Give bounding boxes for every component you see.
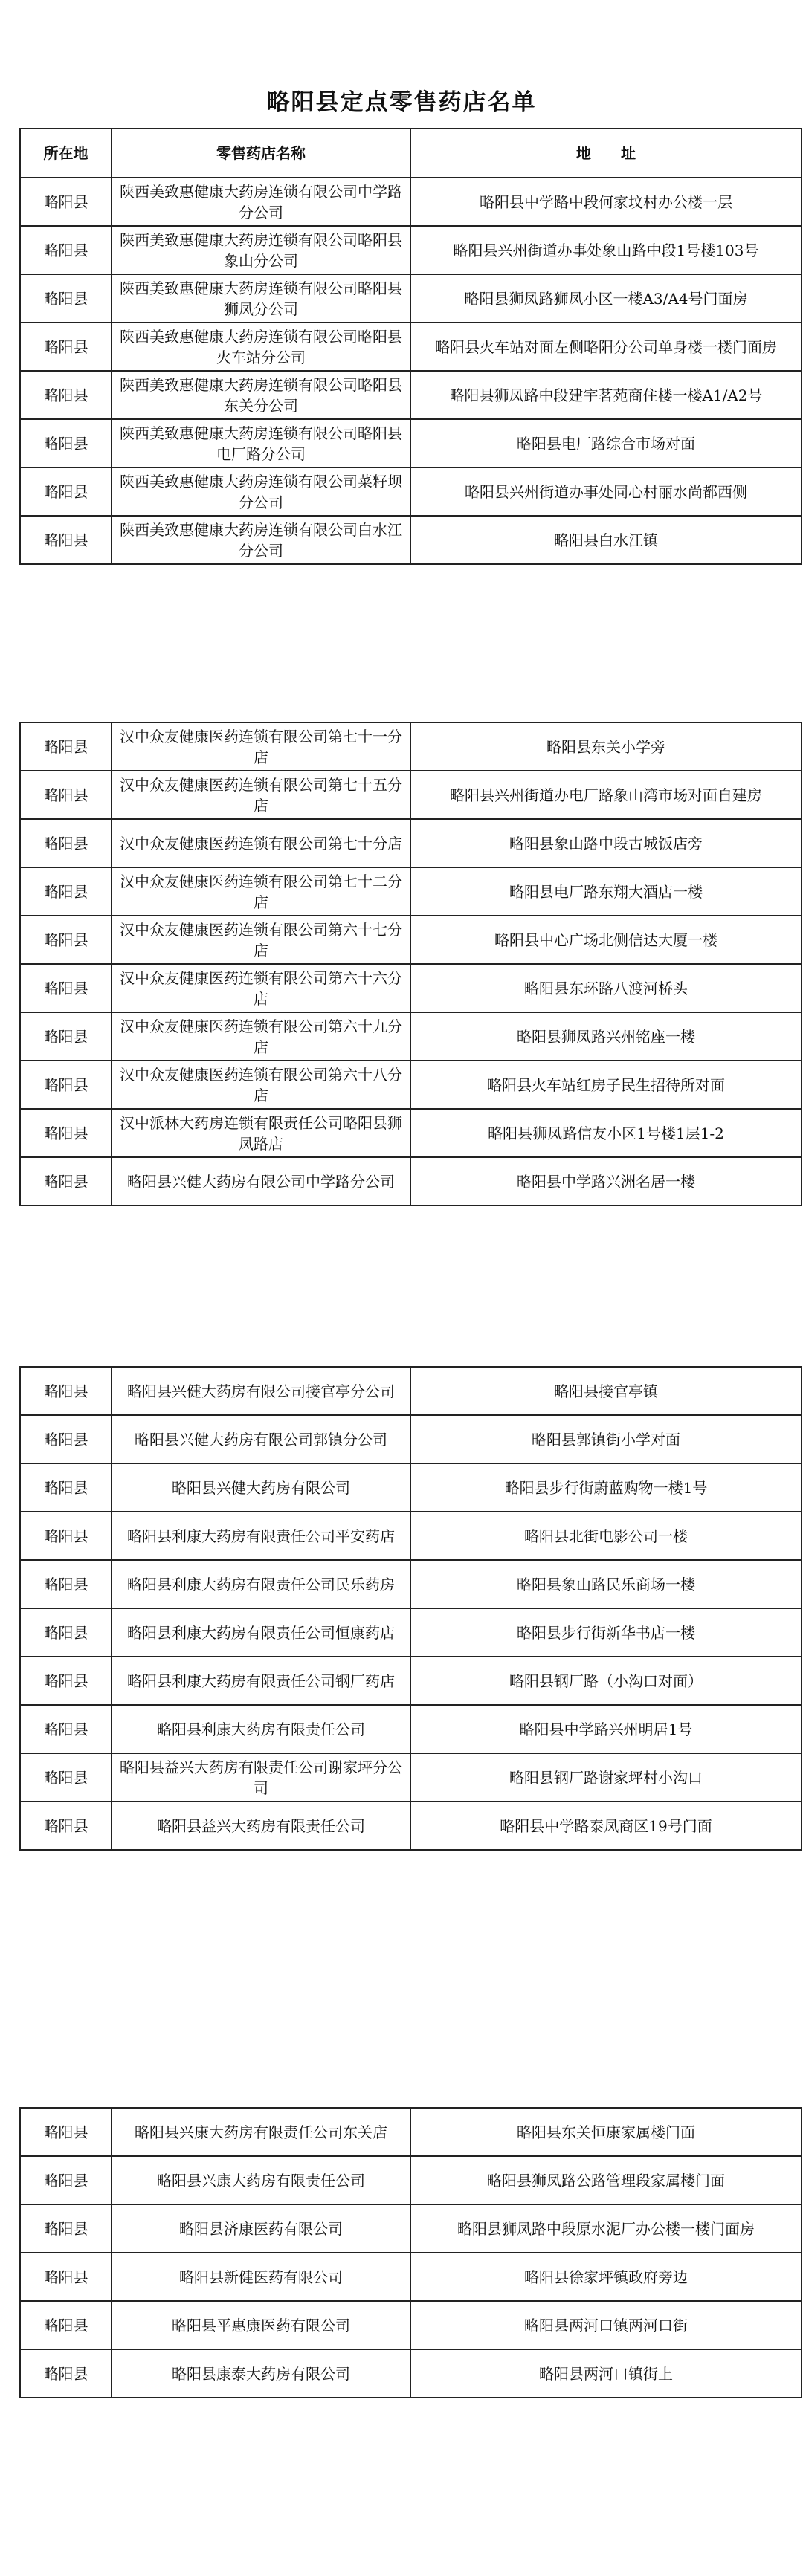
page-title: 略阳县定点零售药店名单 <box>266 89 537 116</box>
location-cell: 略阳县 <box>20 771 112 819</box>
table-row <box>20 2108 802 2156</box>
location-cell: 略阳县 <box>20 1657 112 1705</box>
pharmacy-name-cell: 略阳县利康大药房有限责任公司钢厂药店 <box>112 1657 410 1705</box>
pharmacy-name-cell: 略阳县兴康大药房有限责任公司东关店 <box>112 2108 410 2156</box>
location-cell: 略阳县 <box>20 1753 112 1802</box>
address-cell: 略阳县徐家坪镇政府旁边 <box>410 2253 802 2301</box>
location-cell: 略阳县 <box>20 2253 112 2301</box>
table-row <box>20 2156 802 2204</box>
address-cell: 略阳县两河口镇街上 <box>410 2349 802 2398</box>
pharmacy-name-cell: 汉中众友健康医药连锁有限公司第六十七分店 <box>112 916 410 964</box>
table-row <box>20 516 802 564</box>
table-row <box>20 867 802 916</box>
location-cell: 略阳县 <box>20 2156 112 2204</box>
pharmacy-table-4 <box>19 2107 802 2398</box>
address-cell: 略阳县钢厂路（小沟口对面） <box>410 1657 802 1705</box>
address-cell: 略阳县火车站红房子民生招待所对面 <box>410 1061 802 1109</box>
location-cell: 略阳县 <box>20 516 112 564</box>
table-row <box>20 2301 802 2349</box>
location-cell: 略阳县 <box>20 2204 112 2253</box>
pharmacy-name-cell: 汉中众友健康医药连锁有限公司第六十九分店 <box>112 1012 410 1061</box>
location-cell: 略阳县 <box>20 371 112 419</box>
pharmacy-name-cell: 陕西美致惠健康大药房连锁有限公司略阳县狮凤分公司 <box>112 274 410 323</box>
address-cell: 略阳县狮凤路中段原水泥厂办公楼一楼门面房 <box>410 2204 802 2253</box>
location-cell: 略阳县 <box>20 2108 112 2156</box>
address-cell: 略阳县兴州街道办电厂路象山湾市场对面自建房 <box>410 771 802 819</box>
table-row <box>20 2349 802 2398</box>
address-cell: 略阳县两河口镇两河口街 <box>410 2301 802 2349</box>
location-cell: 略阳县 <box>20 1415 112 1463</box>
pharmacy-name-cell: 略阳县兴健大药房有限公司郭镇分公司 <box>112 1415 410 1463</box>
pharmacy-name-cell: 汉中众友健康医药连锁有限公司第六十六分店 <box>112 964 410 1012</box>
pharmacy-name-cell: 略阳县兴健大药房有限公司接官亭分公司 <box>112 1367 410 1415</box>
pharmacy-name-cell: 陕西美致惠健康大药房连锁有限公司略阳县东关分公司 <box>112 371 410 419</box>
pharmacy-name-cell: 汉中众友健康医药连锁有限公司第七十一分店 <box>112 722 410 771</box>
location-cell: 略阳县 <box>20 1560 112 1608</box>
pharmacy-name-cell: 陕西美致惠健康大药房连锁有限公司菜籽坝分公司 <box>112 467 410 516</box>
pharmacy-table-3 <box>19 1366 802 1851</box>
table-row <box>20 467 802 516</box>
address-cell: 略阳县中学路泰凤商区19号门面 <box>410 1802 802 1850</box>
pharmacy-name-cell: 略阳县兴健大药房有限公司中学路分公司 <box>112 1157 410 1206</box>
pharmacy-table-1 <box>19 128 802 565</box>
location-cell: 略阳县 <box>20 1463 112 1512</box>
header-pharmacy-name: 零售药店名称 <box>112 129 410 178</box>
pharmacy-name-cell: 陕西美致惠健康大药房连锁有限公司略阳县火车站分公司 <box>112 323 410 371</box>
location-cell: 略阳县 <box>20 419 112 467</box>
pharmacy-name-cell: 略阳县兴健大药房有限公司 <box>112 1463 410 1512</box>
address-cell: 略阳县狮凤路公路管理段家属楼门面 <box>410 2156 802 2204</box>
table-row <box>20 1415 802 1463</box>
pharmacy-name-cell: 汉中众友健康医药连锁有限公司第七十二分店 <box>112 867 410 916</box>
address-cell: 略阳县东关小学旁 <box>410 722 802 771</box>
pharmacy-name-cell: 略阳县利康大药房有限责任公司平安药店 <box>112 1512 410 1560</box>
table-row <box>20 1061 802 1109</box>
address-cell: 略阳县兴州街道办事处同心村丽水尚都西侧 <box>410 467 802 516</box>
address-cell: 略阳县接官亭镇 <box>410 1367 802 1415</box>
address-cell: 略阳县钢厂路谢家坪村小沟口 <box>410 1753 802 1802</box>
table-row <box>20 274 802 323</box>
address-cell: 略阳县步行街新华书店一楼 <box>410 1608 802 1657</box>
pharmacy-name-cell: 陕西美致惠健康大药房连锁有限公司略阳县象山分公司 <box>112 226 410 274</box>
table-row <box>20 722 802 771</box>
address-cell: 略阳县电厂路综合市场对面 <box>410 419 802 467</box>
location-cell: 略阳县 <box>20 1109 112 1157</box>
address-cell: 略阳县象山路民乐商场一楼 <box>410 1560 802 1608</box>
location-cell: 略阳县 <box>20 1608 112 1657</box>
location-cell: 略阳县 <box>20 1012 112 1061</box>
address-cell: 略阳县郭镇街小学对面 <box>410 1415 802 1463</box>
location-cell: 略阳县 <box>20 1802 112 1850</box>
table-row <box>20 1512 802 1560</box>
location-cell: 略阳县 <box>20 178 112 226</box>
pharmacy-name-cell: 略阳县利康大药房有限责任公司 <box>112 1705 410 1753</box>
table-row <box>20 1608 802 1657</box>
address-cell: 略阳县中学路兴洲名居一楼 <box>410 1157 802 1206</box>
table-row <box>20 419 802 467</box>
location-cell: 略阳县 <box>20 722 112 771</box>
location-cell: 略阳县 <box>20 1705 112 1753</box>
address-cell: 略阳县狮凤路狮凤小区一楼A3/A4号门面房 <box>410 274 802 323</box>
pharmacy-name-cell: 汉中众友健康医药连锁有限公司第六十八分店 <box>112 1061 410 1109</box>
location-cell: 略阳县 <box>20 1157 112 1206</box>
table-row <box>20 1560 802 1608</box>
table-row <box>20 964 802 1012</box>
table-row <box>20 819 802 867</box>
table-row <box>20 371 802 419</box>
location-cell: 略阳县 <box>20 467 112 516</box>
table-row <box>20 226 802 274</box>
address-cell: 略阳县东环路八渡河桥头 <box>410 964 802 1012</box>
pharmacy-name-cell: 汉中众友健康医药连锁有限公司第七十五分店 <box>112 771 410 819</box>
table-row <box>20 1802 802 1850</box>
table-row <box>20 2253 802 2301</box>
table-row <box>20 1463 802 1512</box>
location-cell: 略阳县 <box>20 323 112 371</box>
pharmacy-name-cell: 陕西美致惠健康大药房连锁有限公司中学路分公司 <box>112 178 410 226</box>
pharmacy-name-cell: 略阳县利康大药房有限责任公司民乐药房 <box>112 1560 410 1608</box>
address-cell: 略阳县象山路中段古城饭店旁 <box>410 819 802 867</box>
address-cell: 略阳县北街电影公司一楼 <box>410 1512 802 1560</box>
table-row <box>20 178 802 226</box>
address-cell: 略阳县白水江镇 <box>410 516 802 564</box>
location-cell: 略阳县 <box>20 819 112 867</box>
location-cell: 略阳县 <box>20 1512 112 1560</box>
pharmacy-name-cell: 略阳县益兴大药房有限责任公司谢家坪分公司 <box>112 1753 410 1802</box>
address-cell: 略阳县电厂路东翔大酒店一楼 <box>410 867 802 916</box>
location-cell: 略阳县 <box>20 226 112 274</box>
header-address: 地 址 <box>410 129 802 178</box>
location-cell: 略阳县 <box>20 274 112 323</box>
pharmacy-table-2 <box>19 722 802 1206</box>
location-cell: 略阳县 <box>20 867 112 916</box>
pharmacy-name-cell: 陕西美致惠健康大药房连锁有限公司略阳县电厂路分公司 <box>112 419 410 467</box>
address-cell: 略阳县中心广场北侧信达大厦一楼 <box>410 916 802 964</box>
table-row <box>20 1705 802 1753</box>
location-cell: 略阳县 <box>20 2349 112 2398</box>
address-cell: 略阳县兴州街道办事处象山路中段1号楼103号 <box>410 226 802 274</box>
pharmacy-name-cell: 略阳县平惠康医药有限公司 <box>112 2301 410 2349</box>
location-cell: 略阳县 <box>20 964 112 1012</box>
table-row <box>20 1012 802 1061</box>
address-cell: 略阳县火车站对面左侧略阳分公司单身楼一楼门面房 <box>410 323 802 371</box>
table-row <box>20 1157 802 1206</box>
table-row <box>20 916 802 964</box>
table-header-row <box>20 129 802 178</box>
address-cell: 略阳县东关恒康家属楼门面 <box>410 2108 802 2156</box>
table-row <box>20 1657 802 1705</box>
location-cell: 略阳县 <box>20 2301 112 2349</box>
pharmacy-name-cell: 陕西美致惠健康大药房连锁有限公司白水江分公司 <box>112 516 410 564</box>
address-cell: 略阳县狮凤路信友小区1号楼1层1-2 <box>410 1109 802 1157</box>
address-cell: 略阳县步行街蔚蓝购物一楼1号 <box>410 1463 802 1512</box>
location-cell: 略阳县 <box>20 1061 112 1109</box>
address-cell: 略阳县中学路中段何家坟村办公楼一层 <box>410 178 802 226</box>
table-row <box>20 1109 802 1157</box>
pharmacy-name-cell: 汉中众友健康医药连锁有限公司第七十分店 <box>112 819 410 867</box>
table-row <box>20 1367 802 1415</box>
address-cell: 略阳县中学路兴州明居1号 <box>410 1705 802 1753</box>
location-cell: 略阳县 <box>20 1367 112 1415</box>
pharmacy-name-cell: 略阳县益兴大药房有限责任公司 <box>112 1802 410 1850</box>
location-cell: 略阳县 <box>20 916 112 964</box>
table-row <box>20 1753 802 1802</box>
pharmacy-name-cell: 汉中派林大药房连锁有限责任公司略阳县狮凤路店 <box>112 1109 410 1157</box>
pharmacy-name-cell: 略阳县康泰大药房有限公司 <box>112 2349 410 2398</box>
pharmacy-name-cell: 略阳县新健医药有限公司 <box>112 2253 410 2301</box>
pharmacy-name-cell: 略阳县兴康大药房有限责任公司 <box>112 2156 410 2204</box>
address-cell: 略阳县狮凤路兴州铭座一楼 <box>410 1012 802 1061</box>
pharmacy-name-cell: 略阳县利康大药房有限责任公司恒康药店 <box>112 1608 410 1657</box>
pharmacy-name-cell: 略阳县济康医药有限公司 <box>112 2204 410 2253</box>
table-row <box>20 2204 802 2253</box>
table-row <box>20 771 802 819</box>
table-row <box>20 323 802 371</box>
header-location: 所在地 <box>20 129 112 178</box>
address-cell: 略阳县狮凤路中段建宇茗苑商住楼一楼A1/A2号 <box>410 371 802 419</box>
